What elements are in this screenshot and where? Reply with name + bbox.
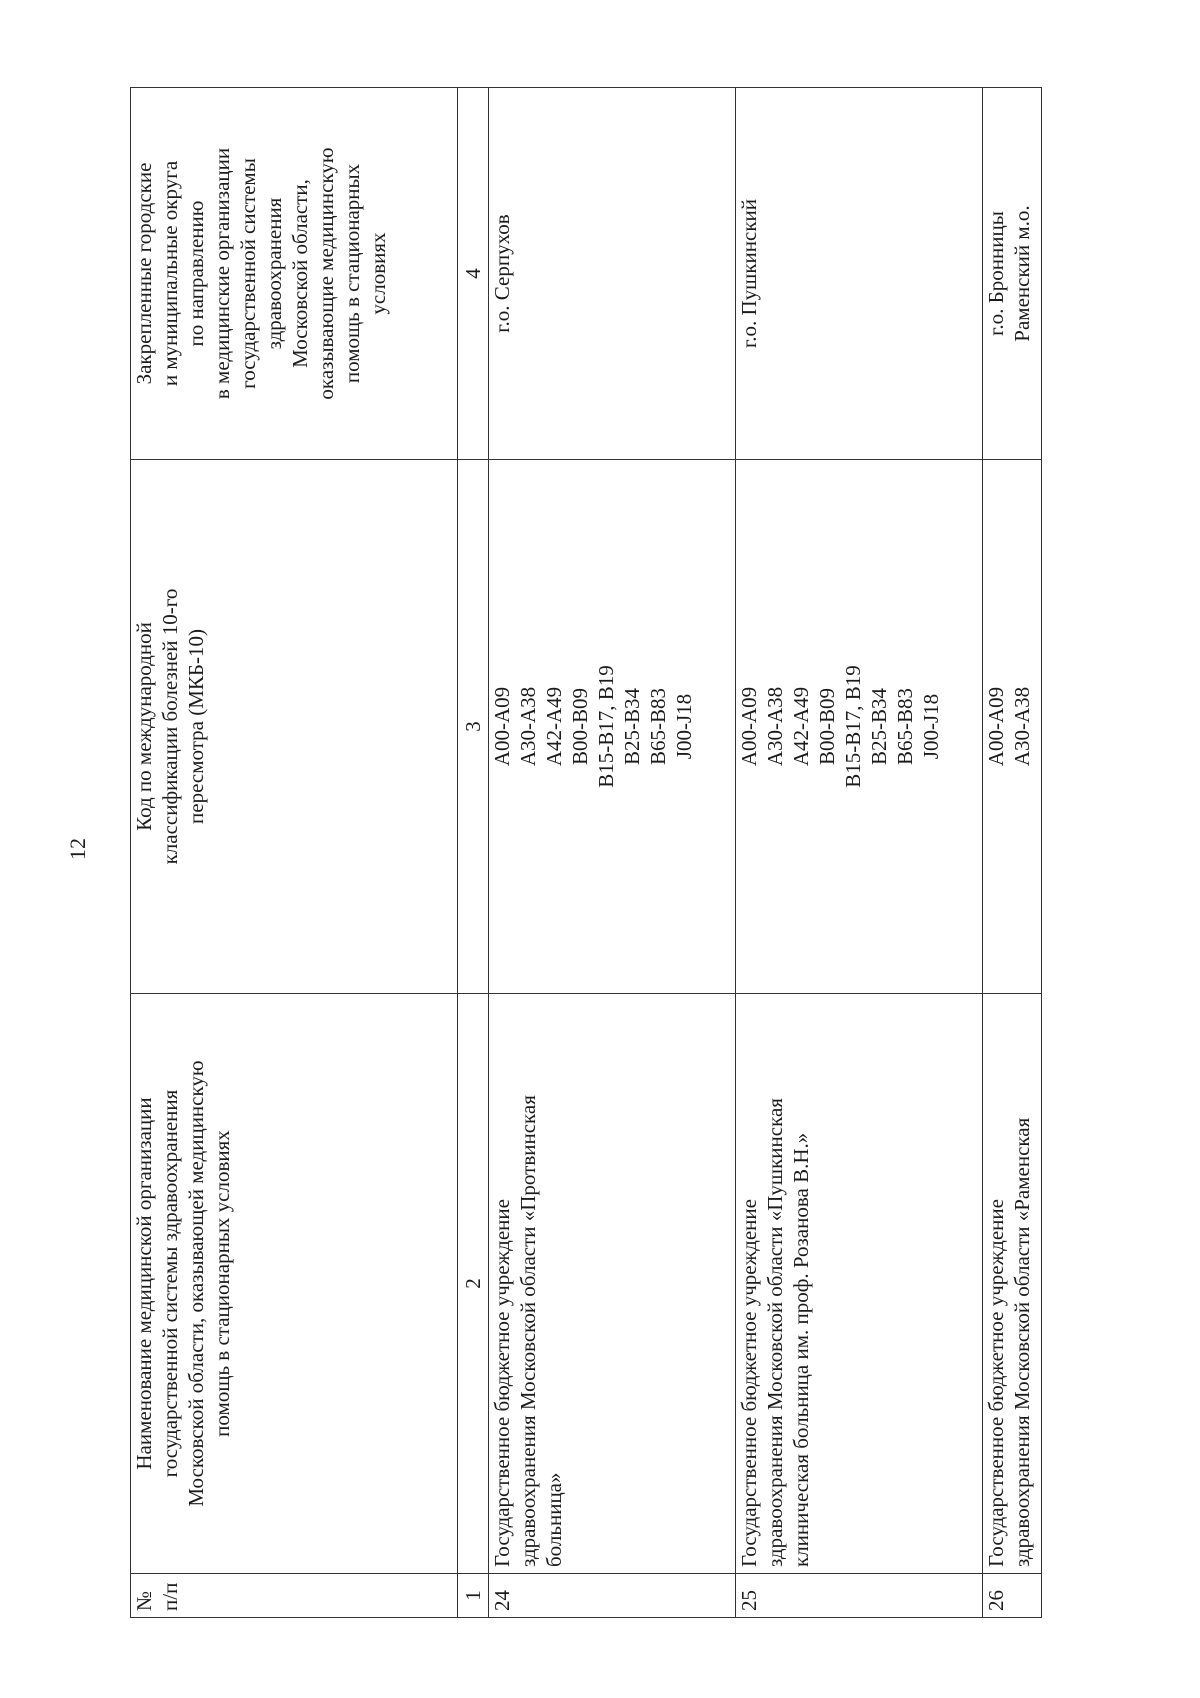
org-name-line: здравоохранения Московской области «Протвинская bbox=[516, 1095, 541, 1567]
district-name: г.о. Бронницы bbox=[984, 211, 1008, 336]
icd-code: А00-А09 bbox=[984, 686, 1008, 767]
org-name-cell bbox=[489, 994, 736, 1574]
header-districts bbox=[131, 88, 458, 460]
district-name: г.о. Пушкинский bbox=[737, 199, 761, 349]
header-num-line: № bbox=[132, 1590, 156, 1611]
header-districts-line: здравоохранения bbox=[262, 197, 287, 350]
icd-code: В25-В34 bbox=[867, 688, 892, 766]
header-districts-line: и муниципальные округа bbox=[158, 160, 183, 387]
column-number: 2 bbox=[458, 994, 489, 1574]
table-row bbox=[736, 88, 983, 1618]
icd-code: В65-В83 bbox=[646, 688, 671, 766]
icd-codes-cell bbox=[489, 460, 736, 994]
icd-code: А00-А09 bbox=[737, 686, 761, 767]
header-codes-line: классификации болезней 10-го bbox=[158, 588, 183, 865]
icd-code: В15-В17, В19 bbox=[841, 665, 866, 788]
header-districts-line: Московской области, bbox=[288, 179, 313, 368]
row-number: 25 bbox=[736, 1574, 983, 1618]
icd-codes-cell bbox=[983, 460, 1042, 994]
icd-code: В15-В17, В19 bbox=[594, 665, 619, 788]
hospital-assignment-table bbox=[130, 87, 1042, 1618]
column-number-row bbox=[458, 88, 489, 1618]
org-name-line: клиническая больница им. проф. Розанова В.Н.» bbox=[789, 1132, 814, 1567]
header-org-line: Наименование медицинской организации bbox=[132, 1097, 156, 1470]
icd-code: J00-J18 bbox=[919, 693, 944, 760]
district-name: г.о. Серпухов bbox=[490, 214, 514, 333]
org-name-line: Государственное бюджетное учреждение bbox=[737, 1199, 761, 1567]
header-codes bbox=[131, 460, 458, 994]
header-districts-line: по направлению bbox=[184, 200, 209, 347]
org-name-cell bbox=[736, 994, 983, 1574]
row-number: 26 bbox=[983, 1574, 1042, 1618]
header-districts-line: помощь в стационарных bbox=[340, 163, 365, 384]
header-codes-line: Код по международной bbox=[132, 622, 156, 831]
districts-cell bbox=[489, 88, 736, 460]
districts-cell bbox=[736, 88, 983, 460]
icd-code: В00-В09 bbox=[815, 688, 840, 766]
row-number: 24 bbox=[489, 1574, 736, 1618]
header-districts-line: условиях bbox=[366, 232, 391, 315]
header-num-line: п/п bbox=[158, 1582, 183, 1611]
header-org-line: Московской области, оказывающей медицинскую bbox=[184, 1060, 209, 1507]
column-number: 1 bbox=[458, 1574, 489, 1618]
districts-cell bbox=[983, 88, 1042, 460]
icd-code: А42-А49 bbox=[789, 686, 814, 767]
icd-code: А30-А38 bbox=[1010, 686, 1035, 767]
district-name: Раменский м.о. bbox=[1010, 205, 1035, 342]
header-org-line: государственной системы здравоохранения bbox=[158, 1089, 183, 1478]
header-districts-line: оказывающие медицинскую bbox=[314, 147, 339, 400]
icd-code: В00-В09 bbox=[568, 688, 593, 766]
icd-codes-cell bbox=[736, 460, 983, 994]
header-num bbox=[131, 1574, 458, 1618]
org-name-line: Государственное бюджетное учреждение bbox=[984, 1199, 1008, 1567]
org-name-line: больница» bbox=[542, 1472, 567, 1567]
icd-code: В65-В83 bbox=[893, 688, 918, 766]
icd-code: А30-А38 bbox=[763, 686, 788, 767]
header-org-line: помощь в стационарных условиях bbox=[210, 1130, 235, 1437]
org-name-line: здравоохранения Московской области «Пушкинская bbox=[763, 1098, 788, 1567]
icd-code: В25-В34 bbox=[620, 688, 645, 766]
rotated-table-container bbox=[130, 88, 1092, 1618]
icd-code: А30-А38 bbox=[516, 686, 541, 767]
org-name-line: здравоохранения Московской области «Раменская bbox=[1010, 1117, 1035, 1567]
column-number: 4 bbox=[458, 88, 489, 460]
column-number: 3 bbox=[458, 460, 489, 994]
org-name-line: Государственное бюджетное учреждение bbox=[490, 1199, 514, 1567]
icd-code: А00-А09 bbox=[490, 686, 514, 767]
table-row bbox=[983, 88, 1042, 1618]
header-districts-line: государственной системы bbox=[236, 158, 261, 389]
table-header-row bbox=[131, 88, 458, 1618]
org-name-cell bbox=[983, 994, 1042, 1574]
header-districts-line: в медицинские организации bbox=[210, 147, 235, 400]
header-codes-line: пересмотра (МКБ-10) bbox=[184, 629, 209, 824]
header-org bbox=[131, 994, 458, 1574]
header-districts-line: Закрепленные городские bbox=[132, 162, 156, 385]
page-number: 12 bbox=[65, 838, 90, 860]
table-row bbox=[489, 88, 736, 1618]
icd-code: А42-А49 bbox=[542, 686, 567, 767]
icd-code: J00-J18 bbox=[672, 693, 697, 760]
